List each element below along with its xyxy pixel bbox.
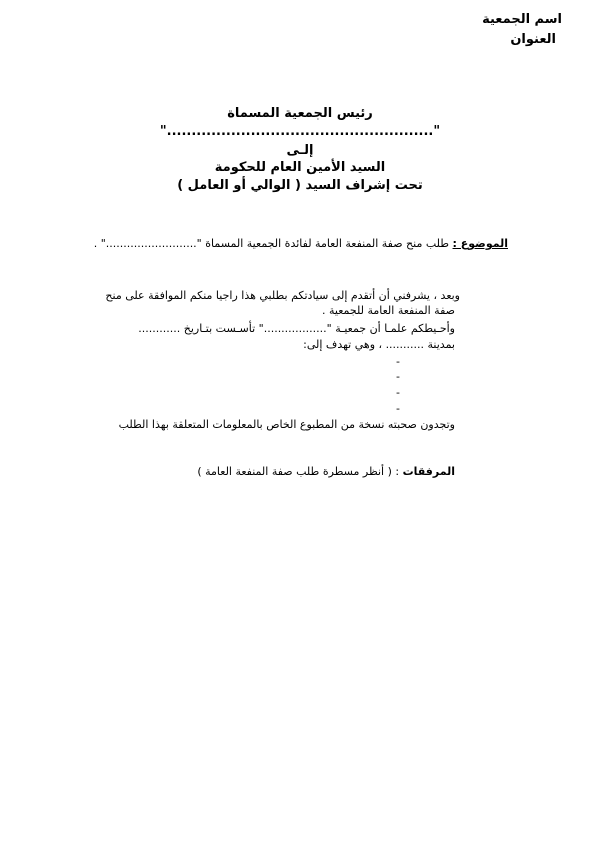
recipient-title: السيد الأمين العام للحكومة: [214, 160, 386, 175]
attachments-line: [197, 465, 455, 478]
goal-dash-4: -: [396, 402, 400, 415]
body-line-1: وبعد ، يشرفني أن أتقدم إلى سيادتكم بطلبي هذا راجيا منكم الموافقة على منح: [105, 289, 460, 302]
association-name: اسم الجمعية: [482, 12, 562, 27]
subject-line: [94, 237, 508, 250]
supervision-line: تحت إشراف السيد ( الوالي أو العامل ): [177, 178, 423, 193]
to-label: إلـى: [286, 143, 314, 158]
body-line-3: وأحـيطكم علمـا أن جمعيـة ".................." تأسـست بتـاريخ ............: [138, 322, 455, 335]
subject-label: الموضوع :: [452, 237, 508, 250]
attachments-label: المرفقات: [402, 465, 455, 478]
body-line-4: بمدينة ........... ، وهي تهدف إلى:: [303, 338, 455, 351]
body-line-2: صفة المنفعة العامة للجمعية .: [322, 304, 455, 317]
body-line-5: وتجدون صحبته نسخة من المطبوع الخاص بالمعلومات المتعلقة بهذا الطلب: [118, 418, 455, 431]
association-name-placeholder: "......................................................": [159, 124, 441, 139]
attachments-text: : ( أنظر مسطرة طلب صفة المنفعة العامة ): [197, 465, 403, 478]
goal-dash-3: -: [396, 386, 400, 399]
goal-dash-2: -: [396, 370, 400, 383]
association-address: العنوان: [510, 32, 556, 47]
president-title: رئيس الجمعية المسماة: [227, 106, 373, 121]
subject-text: طلب منح صفة المنفعة العامة لفائدة الجمعية المسماة ".........................." .: [93, 237, 453, 250]
goal-dash-1: -: [396, 355, 400, 368]
